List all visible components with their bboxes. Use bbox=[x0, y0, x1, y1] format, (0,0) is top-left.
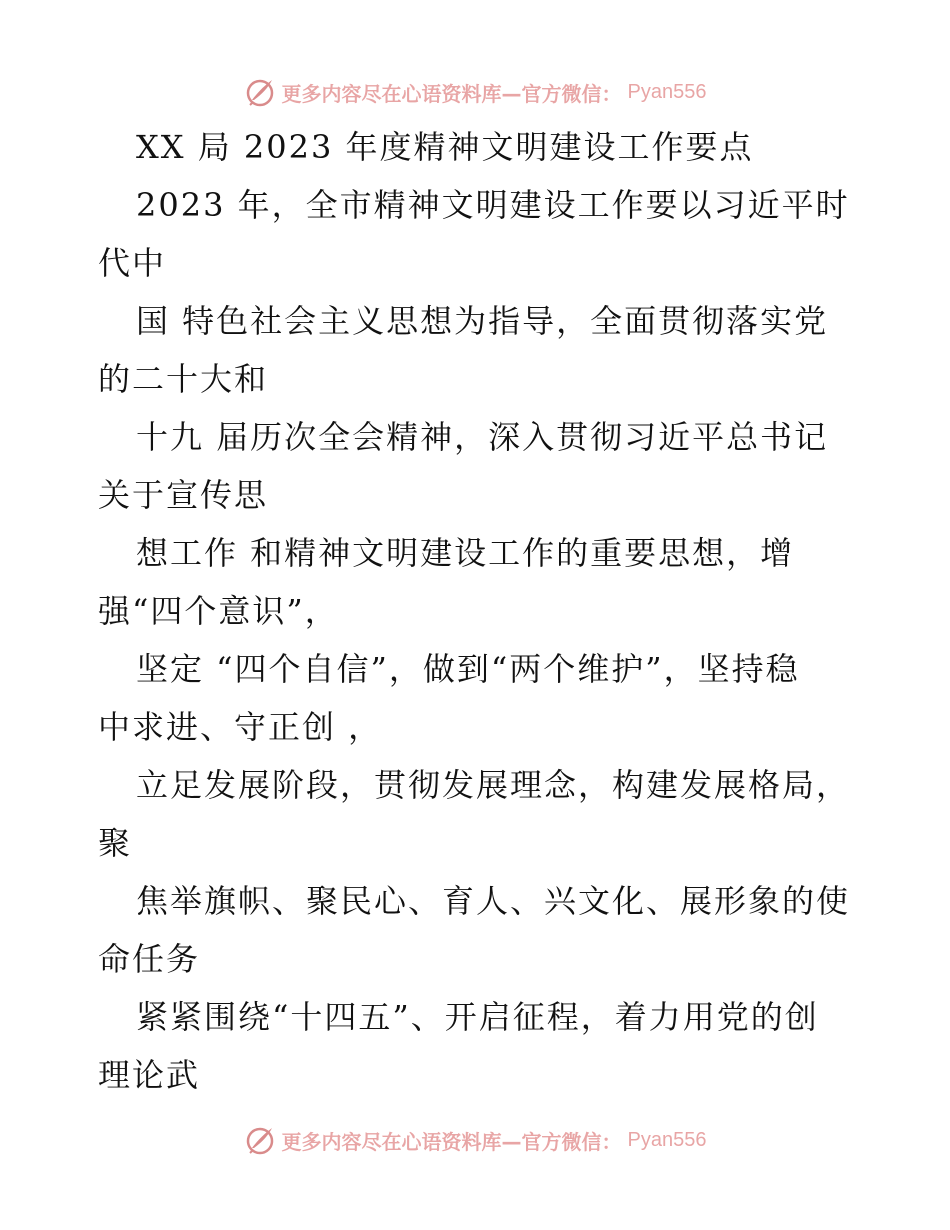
text-line: 理论武 bbox=[98, 1056, 201, 1094]
document-title: XX 局 2023 年度精神文明建设工作要点 bbox=[136, 128, 754, 166]
text-line: 2023 年，全市精神文明建设工作要以习近平时 bbox=[136, 186, 850, 224]
text-line: 焦举旗帜、聚民心、育人、兴文化、展形象的使 bbox=[136, 882, 851, 920]
text-line: 聚 bbox=[98, 824, 133, 862]
text-line: 十九 届历次全会精神，深入贯彻习近平总书记 bbox=[136, 418, 829, 456]
text-line: 关于宣传思 bbox=[98, 476, 269, 514]
text-line: 想工作 和精神文明建设工作的重要思想，增 bbox=[136, 534, 795, 572]
text-line: 中求进、守正创 ， bbox=[98, 708, 383, 746]
text-line: 国 特色社会主义思想为指导，全面贯彻落实党 bbox=[136, 302, 829, 340]
text-line: 代中 bbox=[98, 244, 167, 282]
text-line: 命任务 bbox=[98, 940, 201, 978]
quill-logo-icon bbox=[244, 76, 276, 108]
watermark-wechat-id: Pyan556 bbox=[627, 80, 707, 103]
watermark-text: 更多内容尽在心语资料库—官方微信： bbox=[281, 81, 622, 106]
watermark-footer bbox=[0, 1120, 950, 1160]
text-line: 坚定 “四个自信”，做到“两个维护”，坚持稳 bbox=[136, 650, 800, 688]
watermark-header bbox=[0, 72, 950, 112]
text-line: 立足发展阶段，贯彻发展理念，构建发展格局， bbox=[136, 766, 851, 804]
text-line: 的二十大和 bbox=[98, 360, 269, 398]
watermark-wechat-id: Pyan556 bbox=[627, 1128, 707, 1151]
text-line: 强“四个意识”， bbox=[98, 592, 339, 630]
watermark-text: 更多内容尽在心语资料库—官方微信： bbox=[281, 1129, 622, 1154]
text-line: 紧紧围绕“十四五”、开启征程，着力用党的创 bbox=[136, 998, 819, 1036]
quill-logo-icon bbox=[244, 1124, 276, 1156]
document-body bbox=[98, 118, 858, 1104]
